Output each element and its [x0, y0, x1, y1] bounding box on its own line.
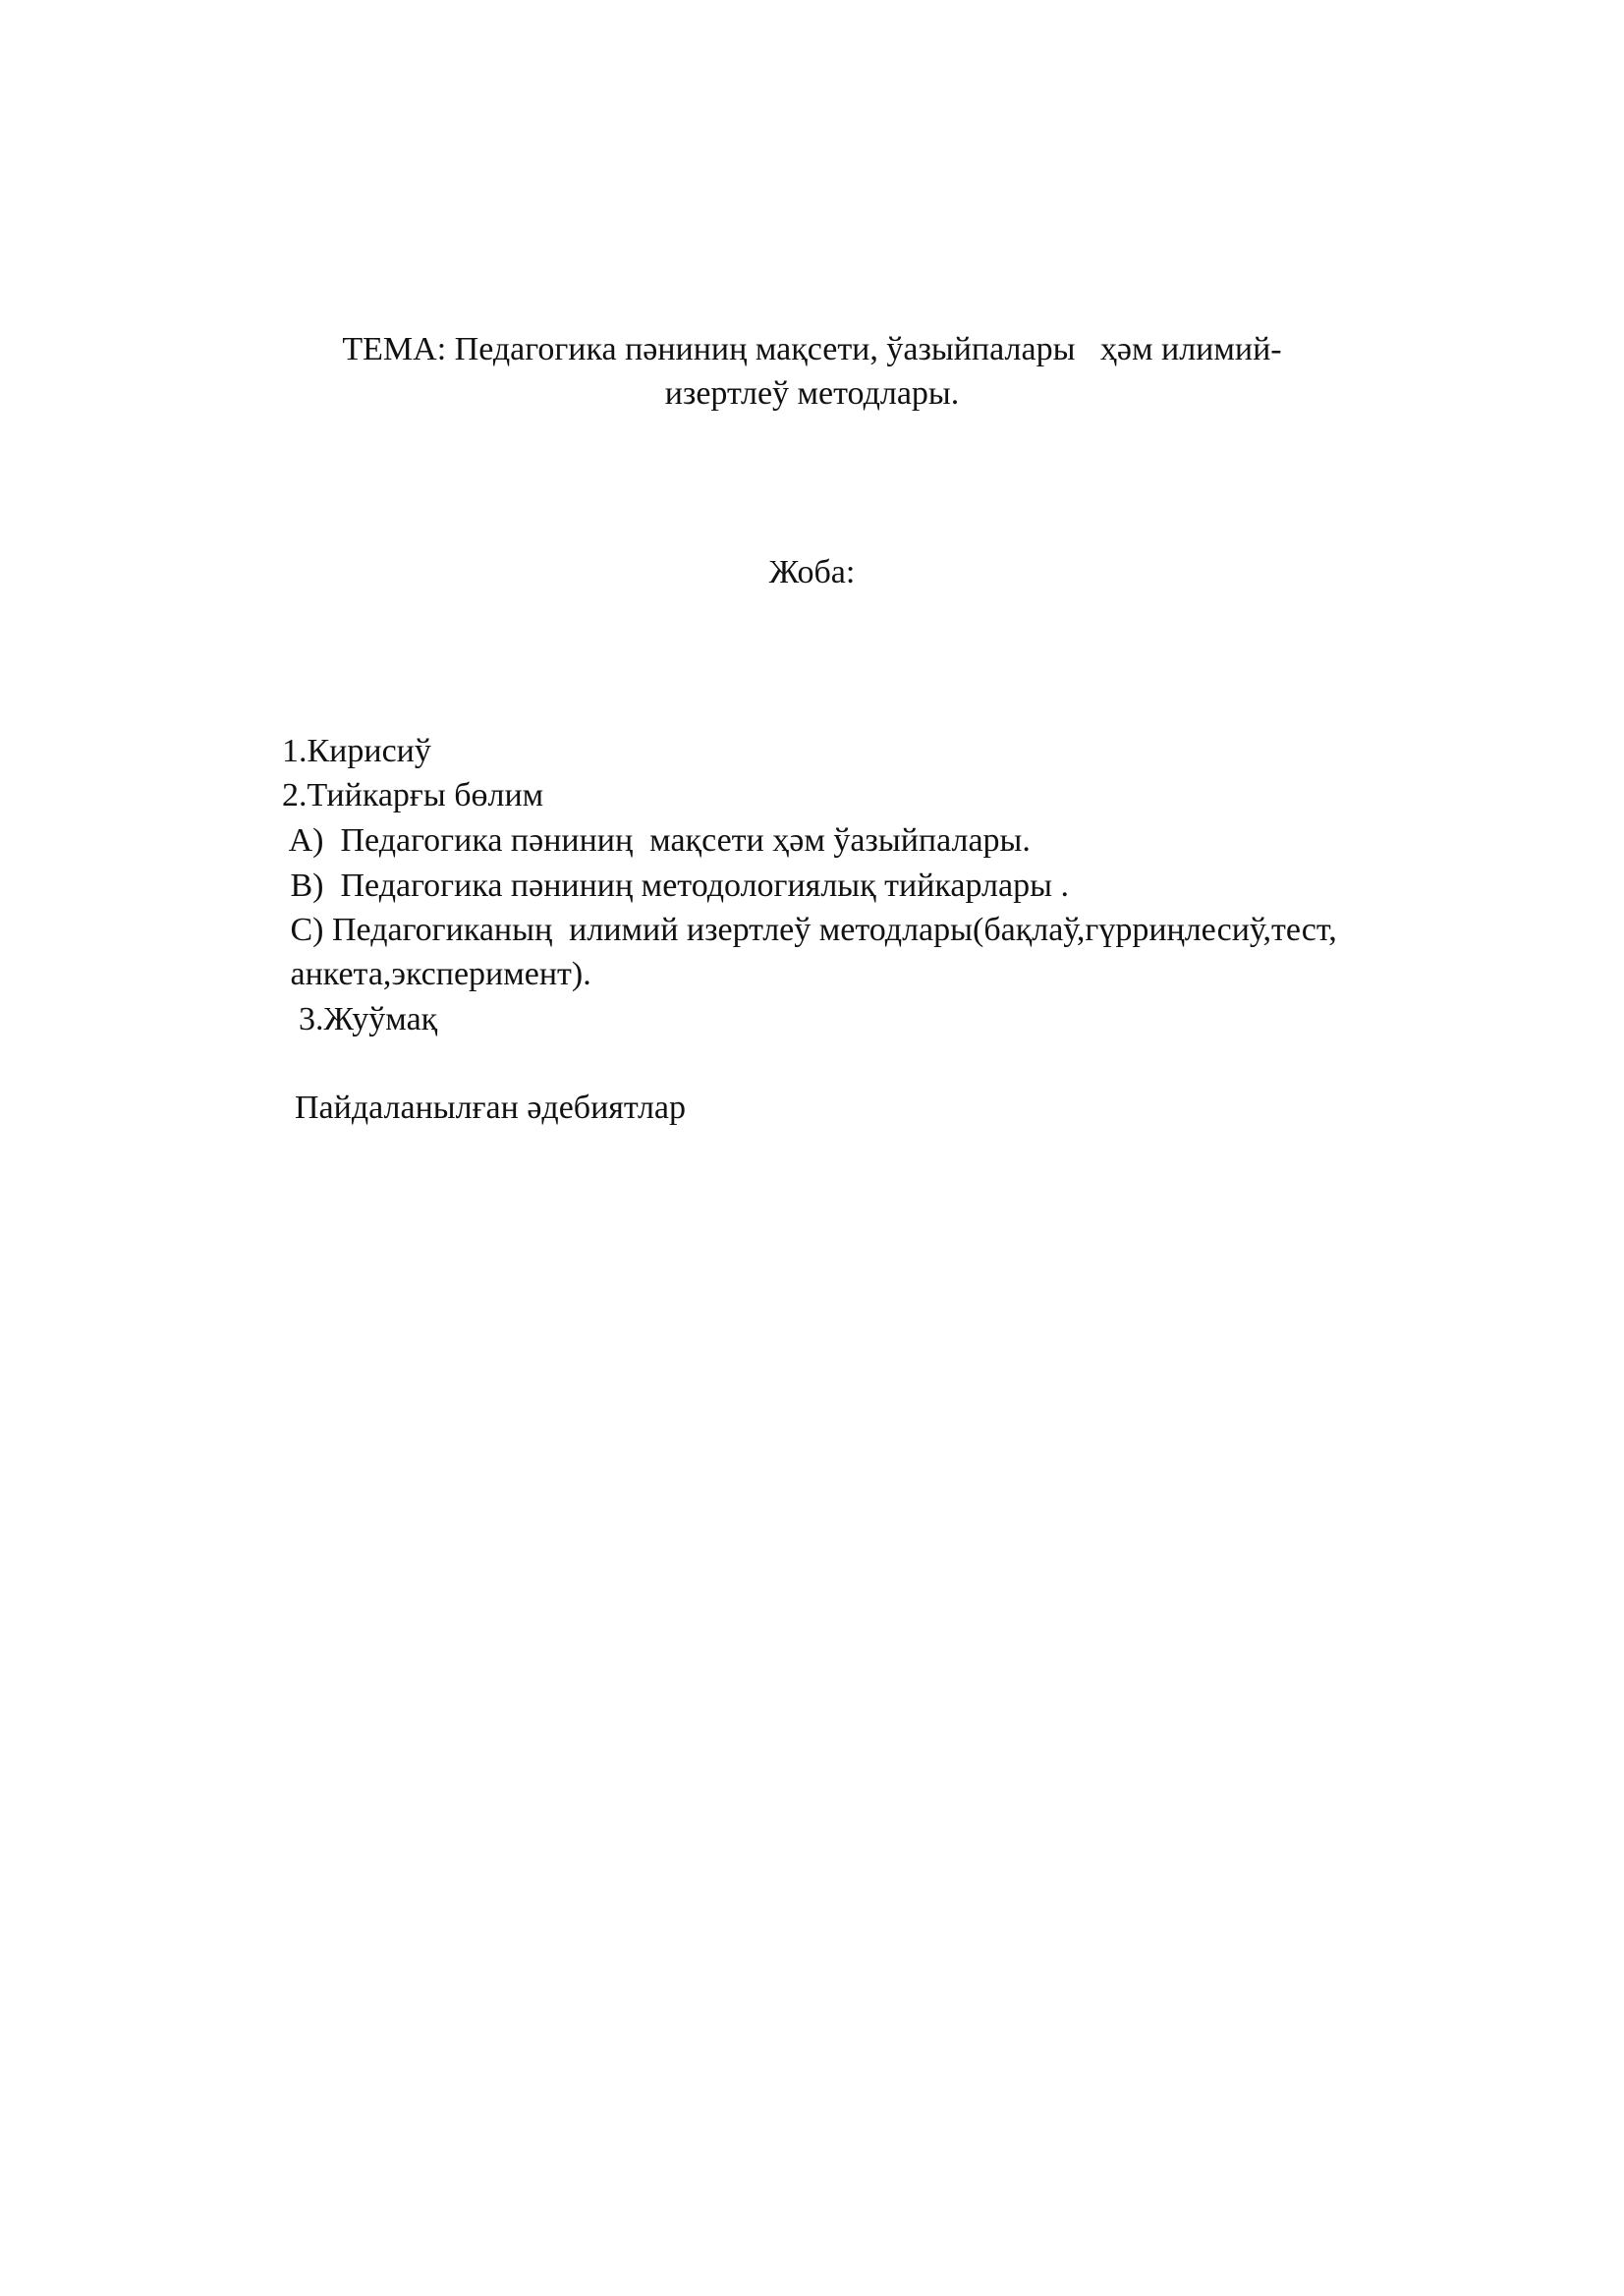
- title-line-1: ТЕМА: Педагогика пәниниң мақсети, ўазыйпалары ҳәм илимий-: [342, 331, 1282, 367]
- plan-item-main-part: 2.Тийкарғы бөлим: [282, 777, 544, 813]
- plan-item-c-continued: анкета,эксперимент).: [282, 956, 591, 992]
- plan-item-b: B) Педагогика пәниниң методологиялық тийкарлары .: [282, 868, 1069, 904]
- plan-item-conclusion: 3.Жуўмақ: [282, 1001, 438, 1037]
- plan-item-introduction: 1.Кирисиў: [282, 733, 431, 769]
- title-line-2: изертлеў методлары.: [664, 375, 960, 412]
- references-heading: Пайдаланылған әдебиятлар: [295, 1090, 687, 1126]
- plan-heading: Жоба:: [768, 554, 856, 590]
- plan-item-c: C) Педагогиканың илимий изертлеў методлары(бақлаў,гүрриңлесиў,тест,: [282, 912, 1337, 948]
- plan-item-a: A) Педагогика пәниниң мақсети ҳәм ўазыйпалары.: [282, 822, 1031, 859]
